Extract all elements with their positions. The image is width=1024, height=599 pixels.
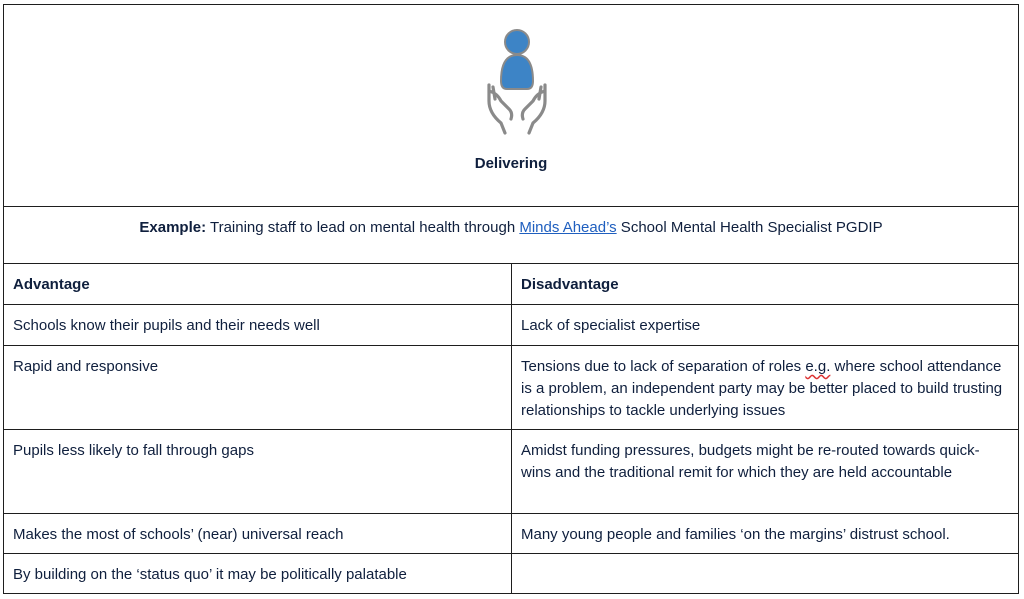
table-row bbox=[4, 346, 1018, 430]
example-label: Example: bbox=[139, 219, 207, 236]
example-text-before: Training staff to lead on mental health through bbox=[206, 219, 520, 236]
advantage-cell: By building on the ‘status quo’ it may be politically palatable bbox=[4, 554, 512, 594]
disadvantage-text-before: Tensions due to lack of separation of roles bbox=[521, 358, 806, 375]
minds-ahead-link[interactable] bbox=[519, 219, 616, 236]
advantage-header: Advantage bbox=[4, 264, 512, 304]
document-table bbox=[3, 4, 1019, 594]
table-row bbox=[4, 554, 1018, 594]
table-row bbox=[4, 430, 1018, 514]
header-row bbox=[4, 5, 1018, 207]
disadvantage-cell: Lack of specialist expertise bbox=[521, 317, 701, 334]
link-text[interactable]: Minds Ahead’s bbox=[519, 219, 617, 236]
advantage-cell: Rapid and responsive bbox=[4, 346, 512, 429]
advantage-cell: Makes the most of schools’ (near) universal reach bbox=[4, 514, 512, 553]
table-row bbox=[4, 305, 1018, 346]
disadvantage-cell bbox=[512, 346, 1018, 429]
example-text bbox=[4, 219, 1018, 236]
example-row bbox=[4, 207, 1018, 264]
table-row bbox=[4, 514, 1018, 554]
person-hands-icon bbox=[483, 29, 551, 139]
header-caption: Delivering bbox=[474, 155, 548, 172]
advantage-cell: Pupils less likely to fall through gaps bbox=[4, 430, 512, 513]
eg-abbrev: e.g. bbox=[805, 358, 831, 375]
disadvantage-cell bbox=[512, 554, 1018, 594]
example-text-after: School Mental Health Specialist PGDIP bbox=[616, 219, 883, 236]
advantage-cell: Schools know their pupils and their needs well bbox=[4, 305, 512, 345]
disadvantage-cell: Amidst funding pressures, budgets might be re-routed towards quick-wins and the traditional remit for which they are held accountable bbox=[521, 442, 980, 481]
disadvantage-cell: Many young people and families ‘on the margins’ distrust school. bbox=[521, 526, 950, 543]
disadvantage-header: Disadvantage bbox=[521, 276, 619, 293]
table-header-row bbox=[4, 264, 1018, 305]
disadvantage-text-after: where school attendance is a problem, an independent party may be better placed to build trusting relationships to tackle underlying issues bbox=[521, 358, 1003, 419]
